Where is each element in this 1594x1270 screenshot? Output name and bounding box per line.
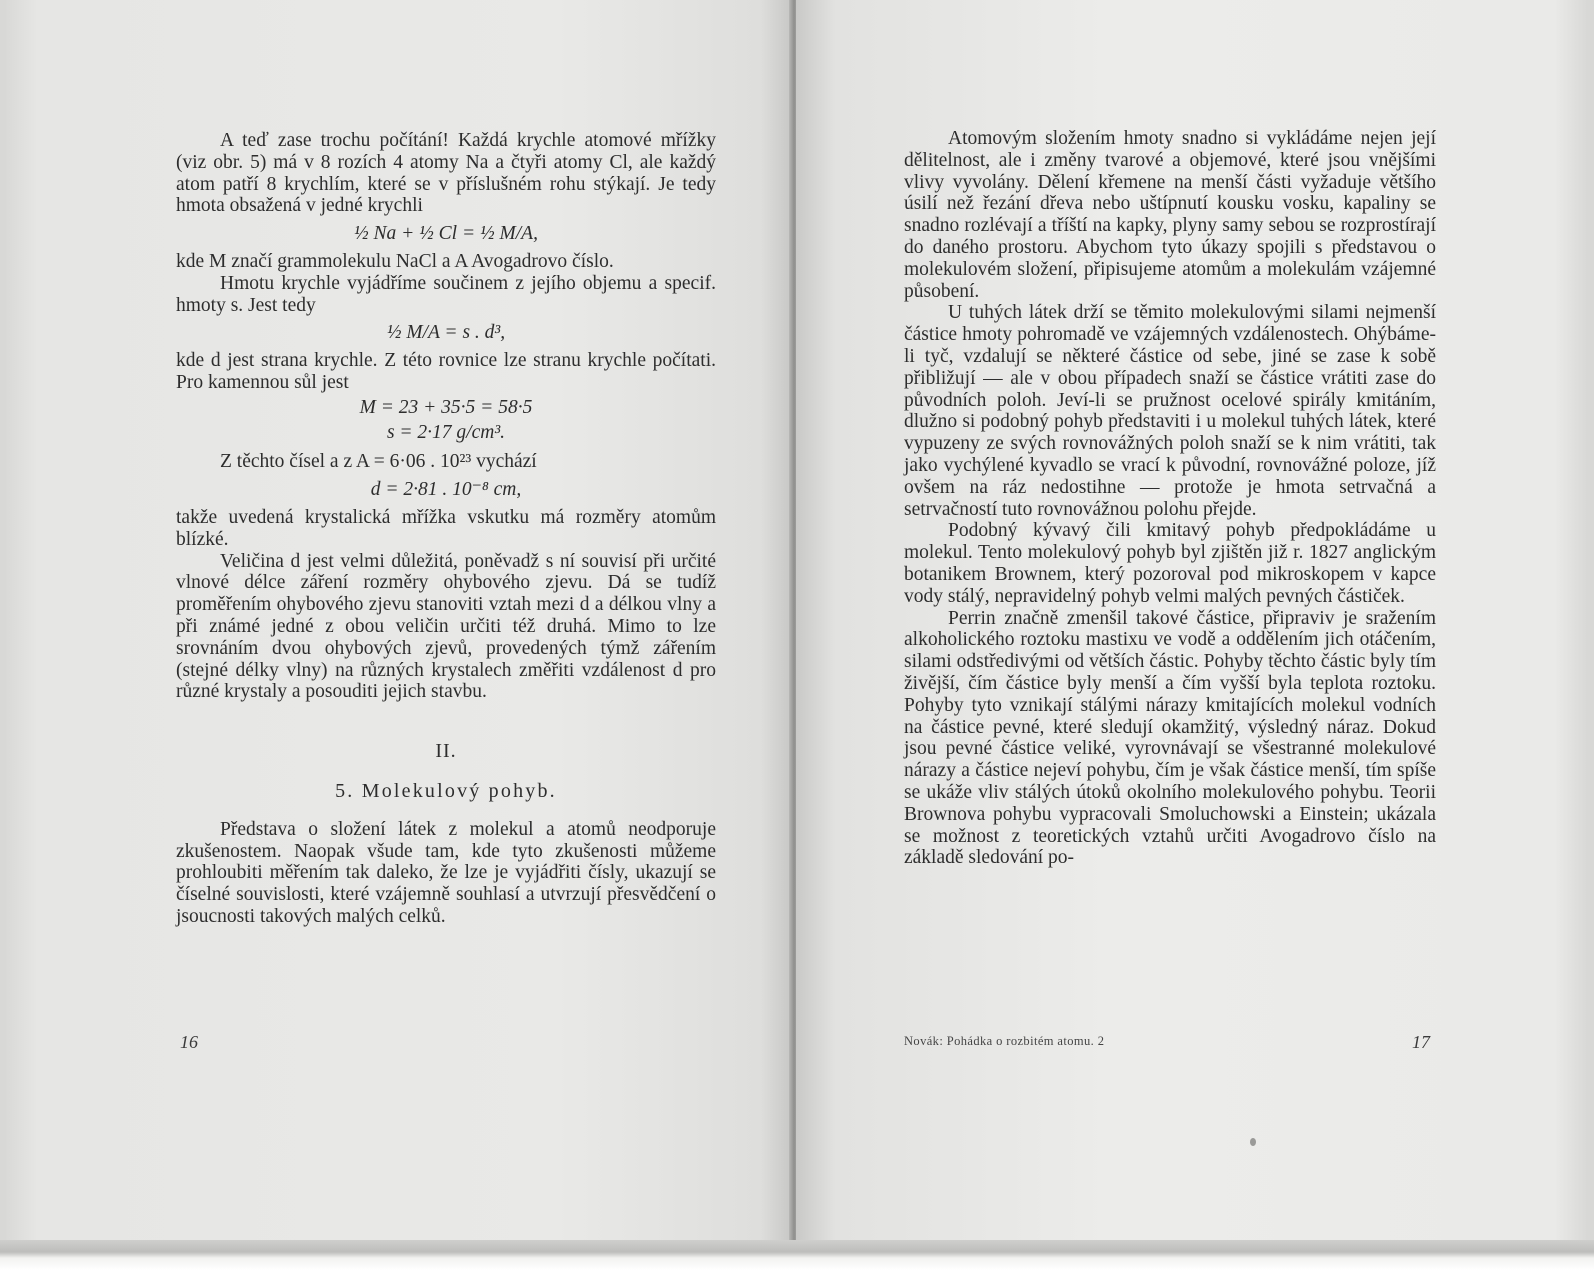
right-page <box>796 0 1586 1252</box>
paragraph: Hmotu krychle vyjádříme součinem z jejího objemu a specif. hmoty s. Jest tedy <box>176 272 716 316</box>
formula: d = 2·81 . 10⁻⁸ cm, <box>370 479 522 501</box>
paragraph: kde M značí grammolekulu NaCl a A Avogadrovo číslo. <box>176 250 614 272</box>
paragraph: Veličina d jest velmi důležitá, poněvadž s ní souvisí při určité vlnové délce záření rozměry ohybového zjevu. Dá se tudíž proměřením ohybového zjevu stanoviti vztah mezi d a délkou vlny a při známé jedné z obou veličin určiti též druhá. Mimo to lze srovnáním dvou ohybových zjevů, provedených týmž zářením (stejné délky vlny) na různých krystalech změřiti vzdálenost d pro různé krystaly a posouditi jejich stavbu. <box>176 550 716 703</box>
paragraph: Představa o složení látek z molekul a atomů neodporuje zkušenostem. Naopak všude tam, kde tyto zkušenosti můžeme prohloubiti měřením tak daleko, že lze je vyjádřiti čísly, ukazují se číselné souvislosti, které vzájemně souhlasí a utvrzují přesvědčení o jsoucnosti takových malých celků. <box>176 818 716 927</box>
chapter-number: II. <box>435 740 457 763</box>
paper-speck <box>1250 1138 1256 1146</box>
formula: M = 23 + 35·5 = 58·5 <box>359 396 533 418</box>
section-heading: 5. Molekulový pohyb. <box>335 779 557 802</box>
formula: s = 2·17 g/cm³. <box>386 421 506 443</box>
paragraph: kde d jest strana krychle. Z této rovnice lze stranu krychle počítati. Pro kamennou sůl jest <box>176 350 716 393</box>
footer-signature: Novák: Pohádka o rozbitém atomu. 2 <box>904 1034 1105 1048</box>
paragraph: A teď zase trochu počítání! Každá krychle atomové mřížky (viz obr. 5) má v 8 rozích 4 atomy Na a čtyři atomy Cl, ale každý atom patří 8 krychlím, které se v příslušném rohu stýkají. Je tedy hmota obsažená v jedné krychli <box>176 130 716 217</box>
paragraph: Atomovým složením hmoty snadno si vykládáme nejen její dělitelnost, ale i změny tvarové a objemové, které jsou vnějšími vlivy vyvolány. Dělení křemene na menší části vyžaduje většího úsilí než řezání dřeva nebo uštípnutí kousku vosku, kapaliny se snadno rozlévají a tříští na kapky, plyny samy sebou se rozprostírají do daného prostoru. Abychom tyto úkazy spojili s představou o molekulovém složení, připisujeme atomům a molekulám vzájemné působení. <box>904 128 1436 302</box>
paragraph: U tuhých látek drží se těmito molekulovými silami nejmenší částice hmoty pohromadě ve vzájemných vzdálenostech. Ohýbáme-li tyč, vzdalují se některé částice od sebe, jiné se zase k sobě přibližují — ale v obou případech snaží se částice vrátiti zase do původních poloh. Jeví-li se pružnost ocelové spirály kmitáním, dlužno si podobný pohyb představiti i u molekul tuhých látek, které vypuzeny ze svých rovnovážných poloh snaží se k nim vrátiti, tak jako vychýlené kyvadlo se vrací k původní, rovnovážné poloze, jíž ovšem na ráz nedostihne — protože je hmota setrvačná a setrvačností tuto rovnovážnou polohu přejde. <box>904 302 1436 520</box>
left-page-text <box>176 130 716 928</box>
page-bottom-edge <box>0 1240 1594 1270</box>
formula: ½ Na + ½ Cl = ½ M/A, <box>354 223 538 245</box>
page-number: 17 <box>1412 1032 1430 1052</box>
right-page-text <box>904 128 1436 869</box>
paragraph: takže uvedená krystalická mřížka vskutku má rozměry atomům blízké. <box>176 506 716 550</box>
paragraph: Perrin značně zmenšil takové částice, připraviv je sražením alkoholického roztoku mastixu ve vodě a oddělením jich otáčením, silami odstředivými od větších částic. Pohyby těchto částic byly tím živější, čím částice byly menší a čím vyšší byla teplota roztoku. Pohyby tyto vznikají stálými nárazy kmitajících molekul vodních na částice pevné, které sledují okamžitý, výsledný náraz. Dokud jsou pevné částice veliké, vyrovnávají se všestranné molekulové nárazy a částice nejeví pohybu, čím je však částice menší, tím spíše se ukáže vliv stálých útoků okolního molekulového pohybu. Teorii Brownova pohybu vypracovali Smoluchowski a Einstein; ukázala se možnost z teoretických vztahů určiti Avogadrovo číslo na základě sledování po- <box>904 607 1436 869</box>
paragraph: Z těchto čísel a z A = 6·06 . 10²³ vychází <box>220 451 537 473</box>
page-number: 16 <box>180 1032 198 1052</box>
left-page <box>6 0 792 1252</box>
formula: ½ M/A = s . d³, <box>386 322 506 344</box>
paragraph: Podobný kývavý čili kmitavý pohyb předpokládáme u molekul. Tento molekulový pohyb byl zjištěn již r. 1827 anglickým botanikem Brownem, který pozoroval pod mikroskopem v kapce vody stálý, nepravidelný pohyb velmi malých pevných částiček. <box>904 520 1436 607</box>
